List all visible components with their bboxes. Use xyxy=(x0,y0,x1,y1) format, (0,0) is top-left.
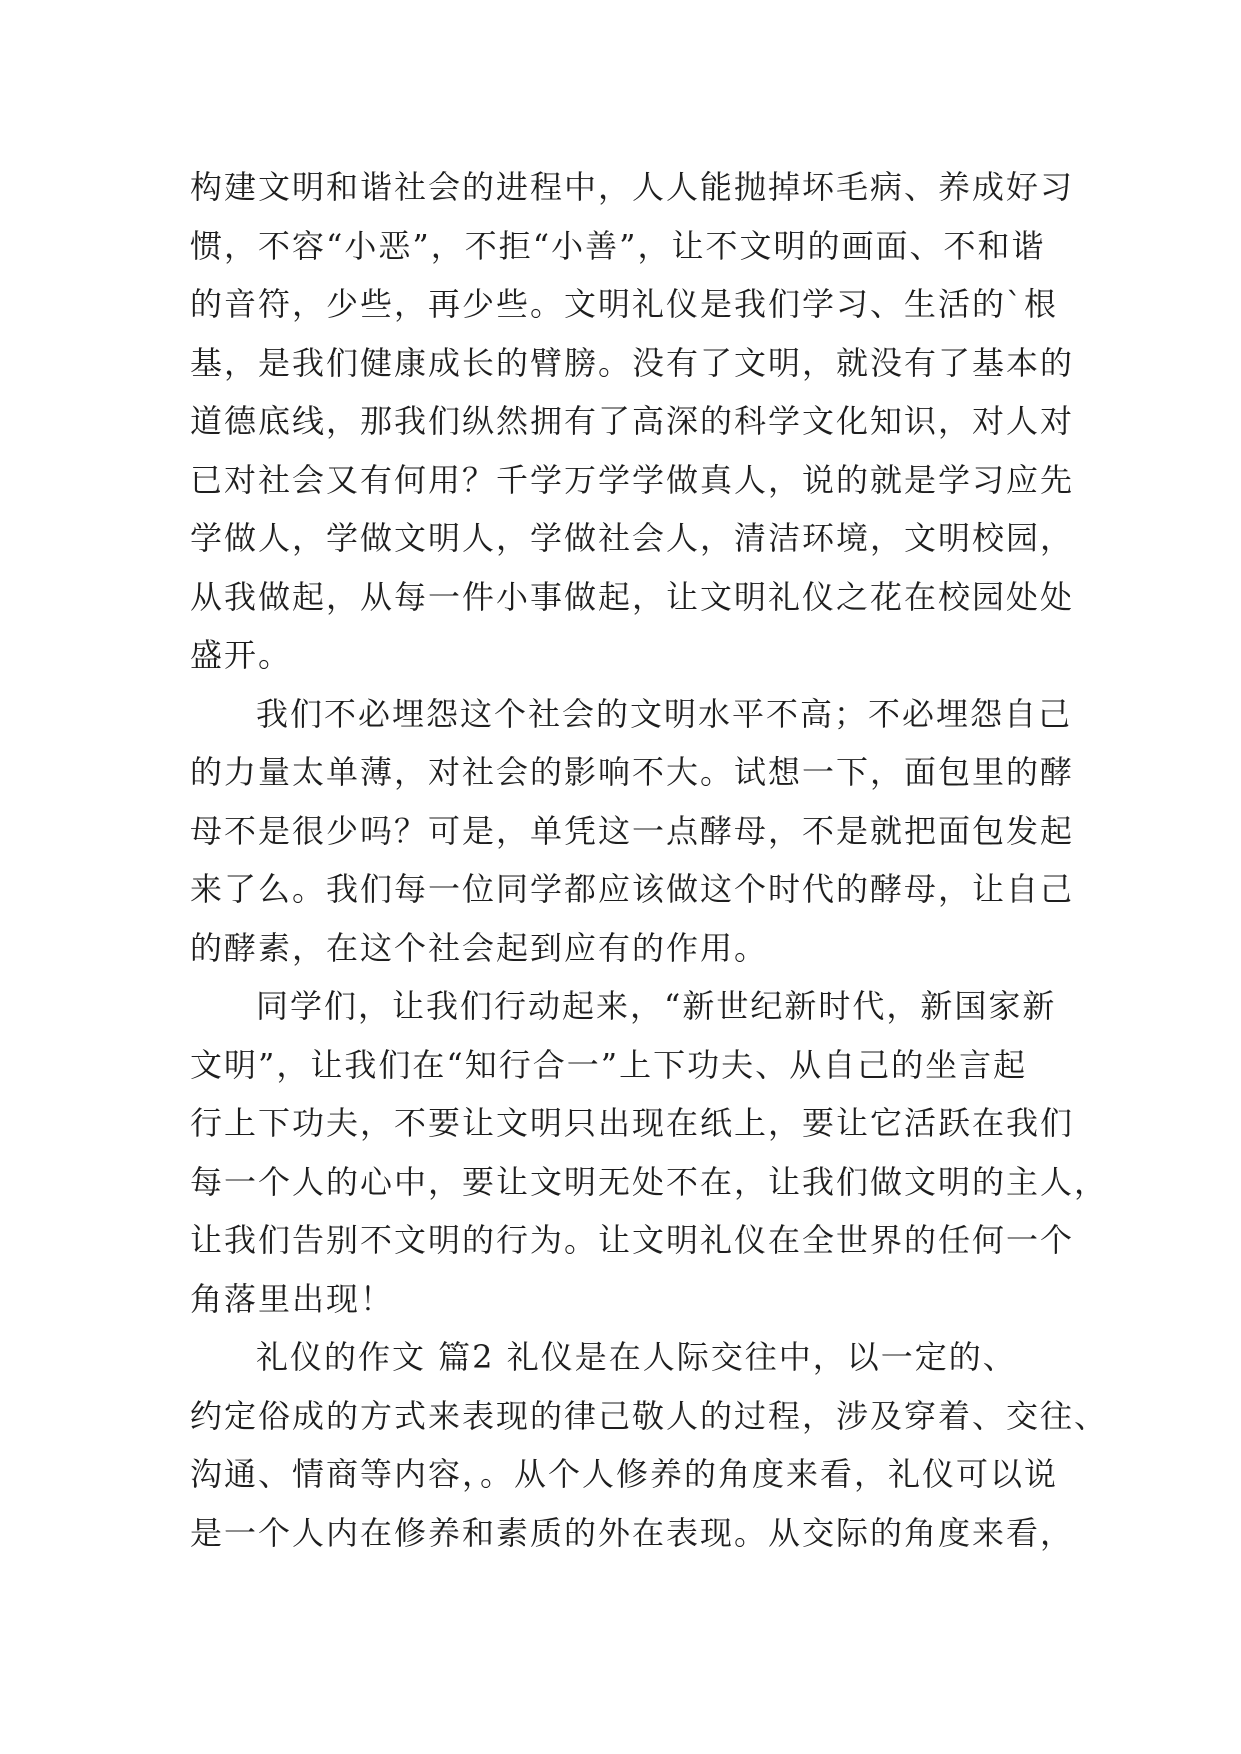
text-line: 学做人，学做文明人，学做社会人，清洁环境，文明校园， xyxy=(190,519,1075,557)
text-line: 文明”，让我们在“知行合一”上下功夫、从自己的坐言起 xyxy=(190,1045,1028,1084)
text-line: 母不是很少吗？可是，单凭这一点酵母，不是就把面包发起 xyxy=(190,811,1075,850)
text-line: 礼仪的作文 篇2 礼仪是在人际交往中，以一定的、 xyxy=(256,1338,1017,1376)
text-line: 道德底线，那我们纵然拥有了高深的科学文化知识，对人对 xyxy=(190,402,1075,440)
text-line: 已对社会又有何用？千学万学学做真人，说的就是学习应先 xyxy=(190,460,1075,499)
text-line: 盛开。 xyxy=(190,636,293,674)
text-line: 约定俗成的方式来表现的律己敬人的过程，涉及穿着、交往、 xyxy=(190,1396,1109,1435)
text-line: 让我们告别不文明的行为。让文明礼仪在全世界的任何一个 xyxy=(190,1221,1075,1259)
text-line: 构建文明和谐社会的进程中，人人能抛掉坏毛病、养成好习 xyxy=(190,168,1075,206)
text-line: 每一个人的心中，要让文明无处不在，让我们做文明的主人， xyxy=(190,1162,1109,1201)
text-line: 是一个人内在修养和素质的外在表现。从交际的角度来看， xyxy=(190,1513,1075,1552)
text-line: 的酵素，在这个社会起到应有的作用。 xyxy=(190,928,769,967)
text-line: 来了么。我们每一位同学都应该做这个时代的酵母，让自己 xyxy=(190,870,1075,908)
text-line: 我们不必埋怨这个社会的文明水平不高；不必埋怨自己 xyxy=(256,694,1073,733)
text-line: 的力量太单薄，对社会的影响不大。试想一下，面包里的酵 xyxy=(190,753,1075,791)
text-line: 角落里出现！ xyxy=(190,1279,395,1318)
text-line: 行上下功夫，不要让文明只出现在纸上，要让它活跃在我们 xyxy=(190,1104,1075,1142)
text-line: 沟通、情商等内容，。从个人修养的角度来看，礼仪可以说 xyxy=(190,1455,1059,1493)
text-line: 从我做起，从每一件小事做起，让文明礼仪之花在校园处处 xyxy=(190,577,1075,616)
text-line: 的音符，少些，再少些。文明礼仪是我们学习、生活的`根 xyxy=(190,285,1059,323)
document-body xyxy=(190,158,1109,1562)
text-line: 基，是我们健康成长的臂膀。没有了文明，就没有了基本的 xyxy=(190,343,1075,382)
text-line: 同学们，让我们行动起来，“新世纪新时代，新国家新 xyxy=(256,987,1057,1025)
text-line: 惯，不容“小恶”，不拒“小善”，让不文明的画面、不和谐 xyxy=(190,226,1046,265)
